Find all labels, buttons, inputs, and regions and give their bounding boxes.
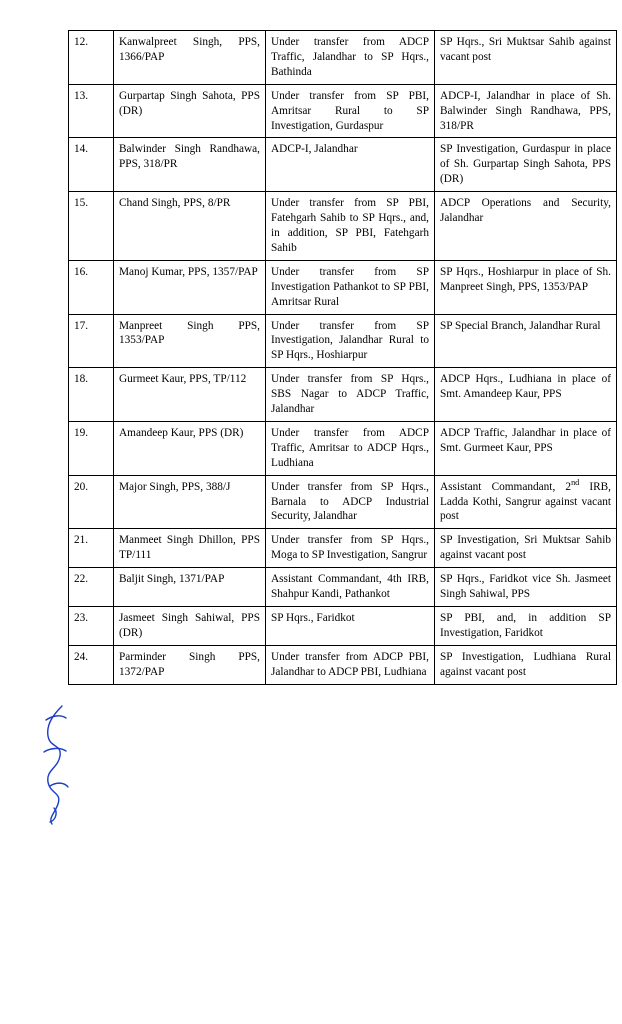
row-transfer-order: Under transfer from SP Hqrs., SBS Nagar to ADCP Traffic, Jalandhar [266,368,435,422]
table-row [69,31,617,85]
row-serial-number: 23. [69,607,114,646]
row-transfer-order: Under transfer from ADCP Traffic, Amritsar to ADCP Hqrs., Ludhiana [266,421,435,475]
row-officer-name: Amandeep Kaur, PPS (DR) [114,421,266,475]
row-posting: SP Investigation, Sri Muktsar Sahib against vacant post [435,529,617,568]
table-row [69,529,617,568]
row-officer-name: Gurpartap Singh Sahota, PPS (DR) [114,84,266,138]
row-posting: SP Hqrs., Hoshiarpur in place of Sh. Manpreet Singh, PPS, 1353/PAP [435,260,617,314]
row-posting: SP Hqrs., Sri Muktsar Sahib against vacant post [435,31,617,85]
table-row [69,192,617,261]
table-row [69,645,617,684]
row-transfer-order: Under transfer from ADCP PBI, Jalandhar to ADCP PBI, Ludhiana [266,645,435,684]
row-transfer-order: Under transfer from SP Investigation Pathankot to SP PBI, Amritsar Rural [266,260,435,314]
row-posting: ADCP Traffic, Jalandhar in place of Smt. Gurmeet Kaur, PPS [435,421,617,475]
row-officer-name: Manoj Kumar, PPS, 1357/PAP [114,260,266,314]
row-serial-number: 22. [69,568,114,607]
row-officer-name: Jasmeet Singh Sahiwal, PPS (DR) [114,607,266,646]
row-serial-number: 14. [69,138,114,192]
row-officer-name: Major Singh, PPS, 388/J [114,475,266,529]
row-posting: SP Investigation, Gurdaspur in place of Sh. Gurpartap Singh Sahota, PPS (DR) [435,138,617,192]
row-posting: SP Special Branch, Jalandhar Rural [435,314,617,368]
row-transfer-order: Assistant Commandant, 4th IRB, Shahpur Kandi, Pathankot [266,568,435,607]
row-serial-number: 20. [69,475,114,529]
row-posting: ADCP Hqrs., Ludhiana in place of Smt. Amandeep Kaur, PPS [435,368,617,422]
row-officer-name: Parminder Singh PPS, 1372/PAP [114,645,266,684]
row-officer-name: Manmeet Singh Dhillon, PPS TP/111 [114,529,266,568]
table-row [69,260,617,314]
row-officer-name: Chand Singh, PPS, 8/PR [114,192,266,261]
row-posting: ADCP Operations and Security, Jalandhar [435,192,617,261]
row-posting: Assistant Commandant, 2nd IRB, Ladda Kothi, Sangrur against vacant post [435,475,617,529]
row-serial-number: 18. [69,368,114,422]
row-officer-name: Manpreet Singh PPS, 1353/PAP [114,314,266,368]
row-serial-number: 16. [69,260,114,314]
row-transfer-order: ADCP-I, Jalandhar [266,138,435,192]
row-transfer-order: Under transfer from SP PBI, Fatehgarh Sahib to SP Hqrs., and, in addition, SP PBI, Fatehgarh Sahib [266,192,435,261]
row-posting: SP Hqrs., Faridkot vice Sh. Jasmeet Singh Sahiwal, PPS [435,568,617,607]
table-row [69,368,617,422]
table-row [69,568,617,607]
table-body [69,31,617,685]
row-serial-number: 19. [69,421,114,475]
row-serial-number: 21. [69,529,114,568]
row-officer-name: Gurmeet Kaur, PPS, TP/112 [114,368,266,422]
row-posting: ADCP-I, Jalandhar in place of Sh. Balwinder Singh Randhawa, PPS, 318/PR [435,84,617,138]
handwritten-signature [36,700,76,830]
table-row [69,421,617,475]
row-transfer-order: Under transfer from SP Hqrs., Barnala to ADCP Industrial Security, Jalandhar [266,475,435,529]
row-officer-name: Balwinder Singh Randhawa, PPS, 318/PR [114,138,266,192]
table-row [69,475,617,529]
row-serial-number: 13. [69,84,114,138]
row-transfer-order: Under transfer from SP Hqrs., Moga to SP Investigation, Sangrur [266,529,435,568]
table-row [69,314,617,368]
row-posting: SP PBI, and, in addition SP Investigation, Faridkot [435,607,617,646]
transfer-postings-table [68,30,617,685]
row-serial-number: 24. [69,645,114,684]
row-posting: SP Investigation, Ludhiana Rural against vacant post [435,645,617,684]
row-transfer-order: Under transfer from SP PBI, Amritsar Rural to SP Investigation, Gurdaspur [266,84,435,138]
row-serial-number: 15. [69,192,114,261]
row-transfer-order: SP Hqrs., Faridkot [266,607,435,646]
row-officer-name: Baljit Singh, 1371/PAP [114,568,266,607]
row-serial-number: 12. [69,31,114,85]
row-transfer-order: Under transfer from ADCP Traffic, Jalandhar to SP Hqrs., Bathinda [266,31,435,85]
row-serial-number: 17. [69,314,114,368]
table-row [69,84,617,138]
row-transfer-order: Under transfer from SP Investigation, Jalandhar Rural to SP Hqrs., Hoshiarpur [266,314,435,368]
table-row [69,607,617,646]
table-row [69,138,617,192]
row-officer-name: Kanwalpreet Singh, PPS, 1366/PAP [114,31,266,85]
